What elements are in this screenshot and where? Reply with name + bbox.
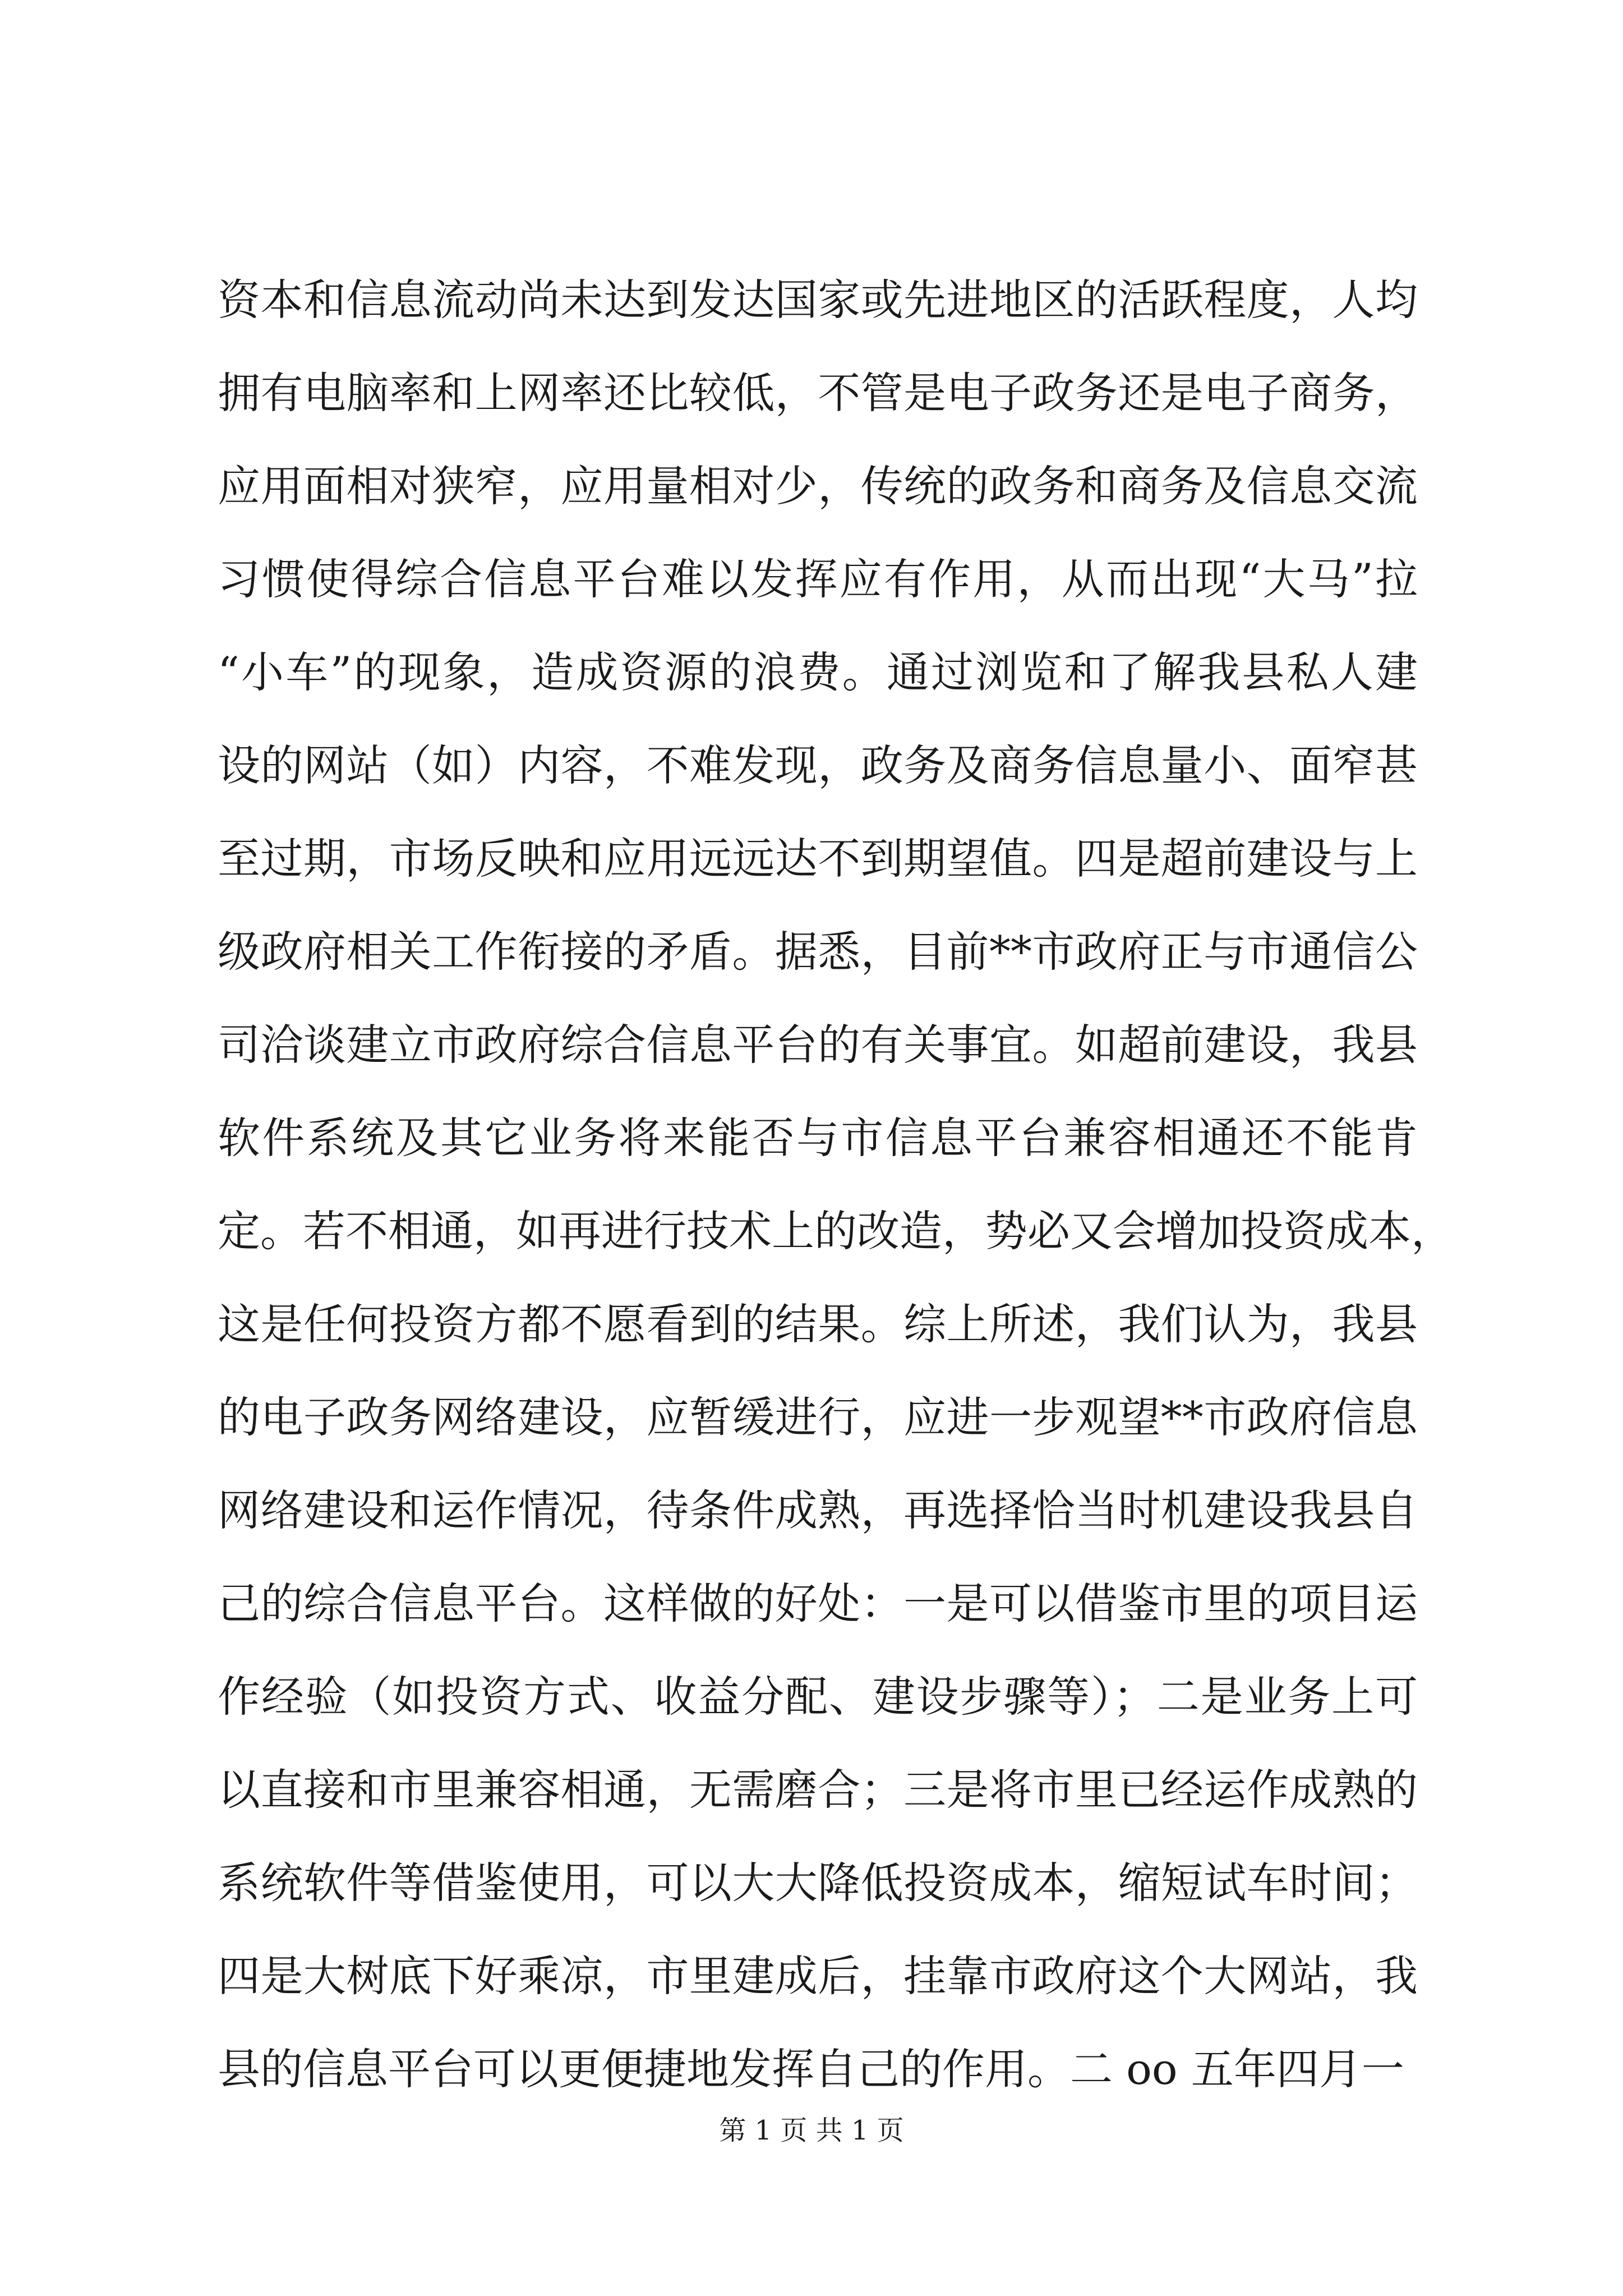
text-line: 软件系统及其它业务将来能否与市信息平台兼容相通还不能肯 — [218, 1113, 1418, 1163]
page-footer — [0, 2114, 1623, 2147]
text-line: 四是大树底下好乘凉，市里建成后，挂靠市政府这个大网站，我 — [218, 1951, 1418, 2001]
text-line: 拥有电脑率和上网率还比较低，不管是电子政务还是电子商务， — [218, 368, 1418, 418]
text-line: 应用面相对狭窄，应用量相对少，传统的政务和商务及信息交流 — [218, 461, 1418, 511]
text-line: “小车”的现象，造成资源的浪费。通过浏览和了解我县私人建 — [218, 647, 1418, 697]
text-line: 资本和信息流动尚未达到发达国家或先进地区的活跃程度，人均 — [218, 275, 1418, 325]
text-line: 至过期，市场反映和应用远远达不到期望值。四是超前建设与上 — [218, 834, 1418, 884]
text-line: 己的综合信息平台。这样做的好处：一是可以借鉴市里的项目运 — [218, 1579, 1418, 1628]
text-line: 网络建设和运作情况，待条件成熟，再选择恰当时机建设我县自 — [218, 1485, 1418, 1535]
text-line: 设的网站（如）内容，不难发现，政务及商务信息量小、面窄甚 — [218, 740, 1418, 790]
text-line: 县的信息平台可以更便捷地发挥自己的作用。二 oo 五年四月一 — [218, 2044, 1404, 2094]
text-line: 作经验（如投资方式、收益分配、建设步骤等）；二是业务上可 — [218, 1672, 1418, 1722]
text-line: 司洽谈建立市政府综合信息平台的有关事宜。如超前建设，我县 — [218, 1020, 1418, 1070]
text-line: 级政府相关工作衔接的矛盾。据悉，目前**市政府正与市通信公 — [218, 927, 1418, 977]
text-line: 的电子政务网络建设，应暂缓进行，应进一步观望**市政府信息 — [218, 1392, 1418, 1442]
text-line: 这是任何投资方都不愿看到的结果。综上所述，我们认为，我县 — [218, 1299, 1418, 1349]
page-number-label: 第 1 页 共 1 页 — [719, 2115, 904, 2146]
body-text — [218, 254, 1454, 2116]
text-line: 习惯使得综合信息平台难以发挥应有作用，从而出现“大马”拉 — [218, 554, 1418, 604]
text-line: 系统软件等借鉴使用，可以大大降低投资成本，缩短试车时间； — [218, 1858, 1418, 1908]
text-line: 以直接和市里兼容相通，无需磨合；三是将市里已经运作成熟的 — [218, 1765, 1418, 1815]
text-line: 定。若不相通，如再进行技术上的改造，势必又会增加投资成本， — [218, 1206, 1454, 1256]
